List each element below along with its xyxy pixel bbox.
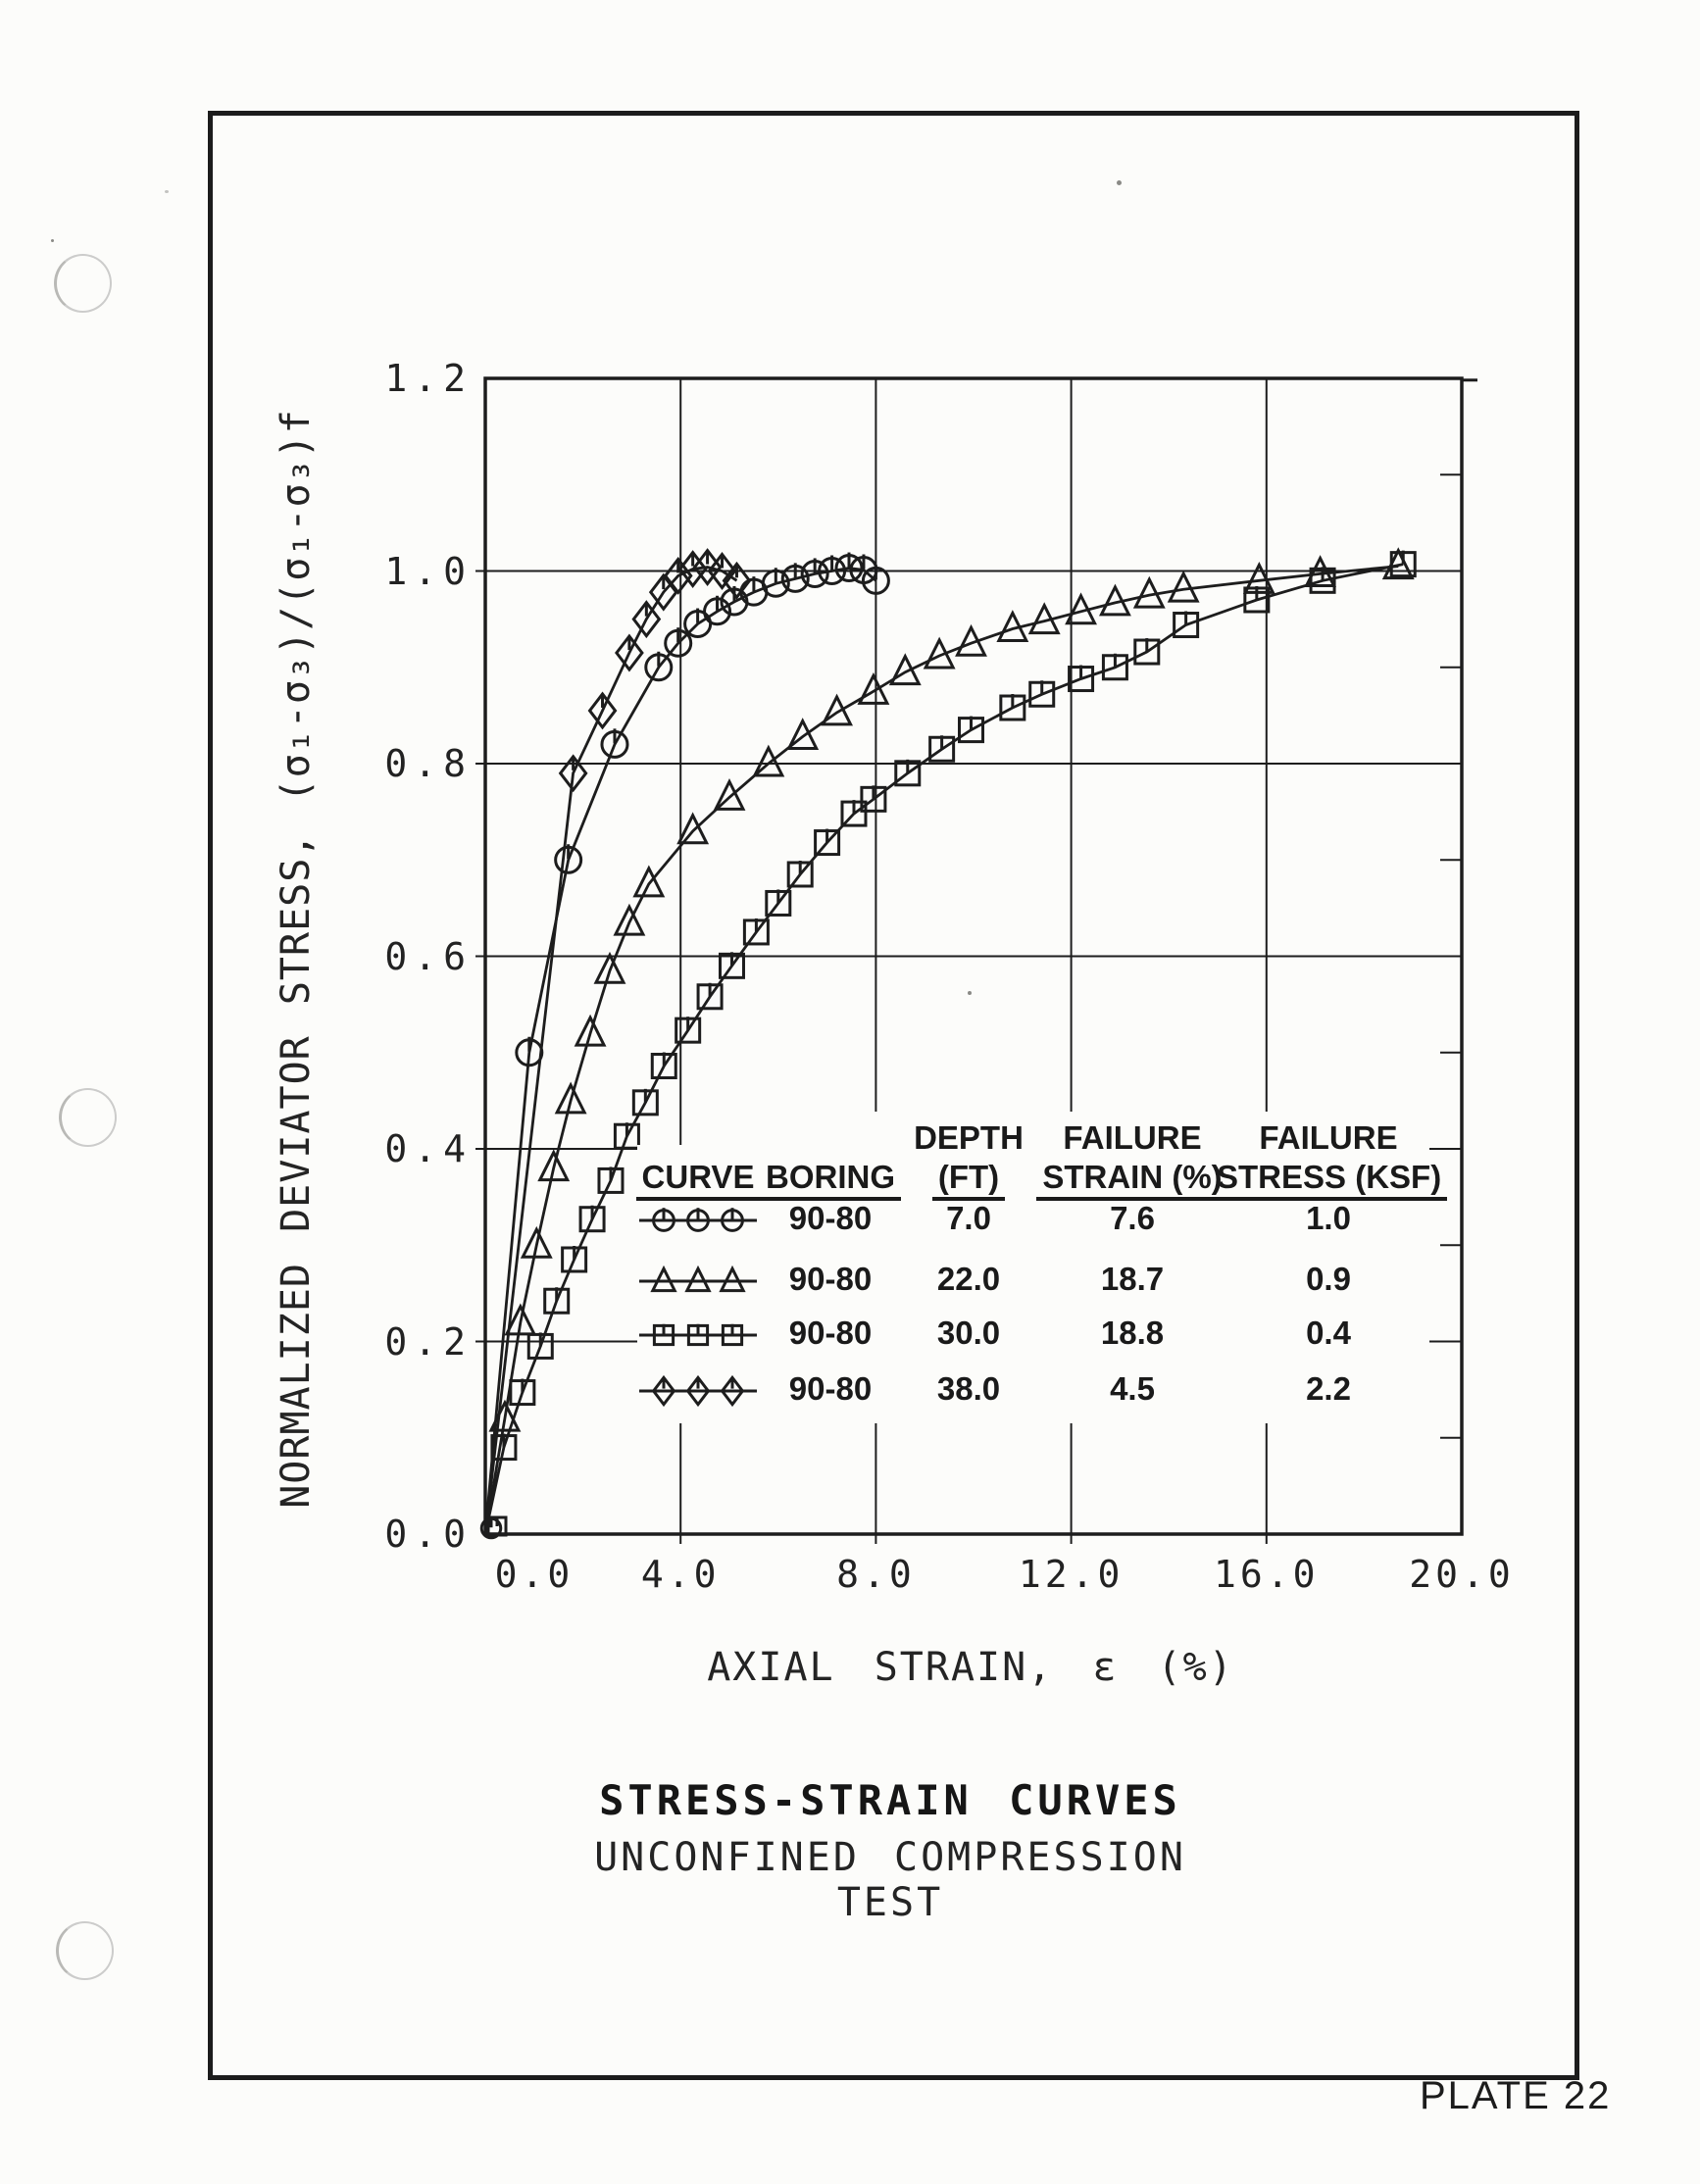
- y-tick-label: 0.0: [384, 1513, 473, 1556]
- legend-boring: 90-80: [788, 1370, 873, 1407]
- square-marker: [1135, 638, 1159, 664]
- legend-header-line2: (FT): [932, 1159, 1005, 1201]
- y-tick-label: 0.2: [384, 1319, 473, 1364]
- square-marker: [1030, 680, 1054, 706]
- legend-swatch-diamond: [637, 1367, 759, 1411]
- square-marker: [1070, 666, 1093, 691]
- x-tick-label: 20.0: [1409, 1553, 1515, 1596]
- legend-header-line2: CURVE: [636, 1159, 761, 1201]
- y-tick-label: 0.4: [384, 1127, 473, 1170]
- triangle-marker: [687, 1268, 709, 1290]
- chart-subtitle: UNCONFINED COMPRESSION TEST: [594, 1835, 1186, 1925]
- legend-boring: 90-80: [788, 1261, 873, 1297]
- y-tick-label: 1.0: [384, 549, 473, 593]
- square-marker: [511, 1379, 534, 1405]
- y-tick-label: 1.2: [384, 357, 473, 400]
- x-tick-label: 8.0: [836, 1553, 916, 1596]
- square-marker: [1175, 612, 1198, 637]
- legend-header-line2: STRAIN (%): [1036, 1159, 1227, 1201]
- legend-header-line2: BORING: [760, 1159, 901, 1201]
- legend-depth: 22.0: [936, 1261, 1001, 1297]
- triangle-marker: [860, 675, 887, 703]
- square-marker: [960, 717, 983, 742]
- square-marker: [528, 1332, 552, 1358]
- circle-marker: [685, 609, 711, 637]
- legend-boring: 90-80: [788, 1200, 873, 1236]
- legend-failure-strain: 4.5: [1110, 1370, 1155, 1407]
- legend-failure-stress: 0.9: [1306, 1261, 1351, 1297]
- legend-failure-stress: 1.0: [1306, 1200, 1351, 1236]
- square-marker: [545, 1287, 569, 1313]
- x-axis-title: AXIAL STRAIN, ε (%): [707, 1645, 1234, 1690]
- x-tick-label: 12.0: [1018, 1553, 1125, 1596]
- legend-swatch-square: [637, 1312, 759, 1355]
- legend-boring: 90-80: [788, 1315, 873, 1351]
- legend-depth: 7.0: [946, 1200, 991, 1236]
- legend-swatch-triangle: [637, 1258, 759, 1301]
- legend-failure-stress: 0.4: [1306, 1315, 1351, 1351]
- legend-header-line1: FAILURE: [1063, 1119, 1202, 1156]
- x-tick-label: 0.0: [494, 1553, 575, 1596]
- scan-speck: [165, 190, 169, 193]
- circle-marker: [556, 844, 581, 872]
- legend-failure-strain: 7.6: [1110, 1200, 1155, 1236]
- legend-depth: 38.0: [936, 1370, 1001, 1407]
- y-tick-label: 0.8: [384, 742, 473, 785]
- triangle-marker: [925, 640, 953, 668]
- plate-label: PLATE 22: [1420, 2074, 1612, 2117]
- circle-marker: [602, 728, 627, 757]
- x-tick-label: 16.0: [1214, 1553, 1320, 1596]
- square-marker: [1001, 694, 1025, 720]
- hole-punch-middle: [59, 1088, 117, 1147]
- legend-swatch-circle: [637, 1197, 759, 1240]
- legend-header-line2: STRESS (KSF): [1211, 1159, 1447, 1201]
- legend-failure-stress: 2.2: [1306, 1370, 1351, 1407]
- legend-failure-strain: 18.7: [1100, 1261, 1165, 1297]
- legend-header-stress-ksf-: [1211, 1118, 1446, 1197]
- square-marker: [563, 1246, 586, 1271]
- square-marker: [599, 1166, 623, 1192]
- square-marker: [1103, 654, 1126, 679]
- x-tick-label: 4.0: [640, 1553, 721, 1596]
- triangle-marker: [891, 657, 919, 684]
- y-tick-label: 0.6: [384, 934, 473, 978]
- hole-punch-top: [54, 254, 112, 313]
- legend-header-line1: DEPTH: [914, 1119, 1024, 1156]
- triangle-marker: [679, 816, 707, 843]
- hole-punch-bottom: [56, 1921, 114, 1980]
- triangle-marker: [653, 1268, 675, 1290]
- legend-header-line1: FAILURE: [1259, 1119, 1398, 1156]
- legend-header-line1: [625, 1118, 772, 1158]
- scan-speck: [51, 239, 54, 242]
- circle-marker: [836, 553, 862, 581]
- triangle-marker: [722, 1268, 743, 1290]
- legend-failure-strain: 18.8: [1100, 1315, 1165, 1351]
- square-marker: [580, 1206, 604, 1231]
- legend-header-strain-%-: [1026, 1118, 1238, 1197]
- chart-title: STRESS-STRAIN CURVES: [599, 1776, 1181, 1824]
- square-marker: [930, 735, 954, 761]
- y-axis-title: NORMALIZED DEVIATOR STRESS, (σ₁-σ₃)/(σ₁-σ₃)f: [274, 409, 319, 1509]
- legend-header-curve: [625, 1118, 772, 1197]
- legend-depth: 30.0: [936, 1315, 1001, 1351]
- square-marker: [633, 1089, 657, 1115]
